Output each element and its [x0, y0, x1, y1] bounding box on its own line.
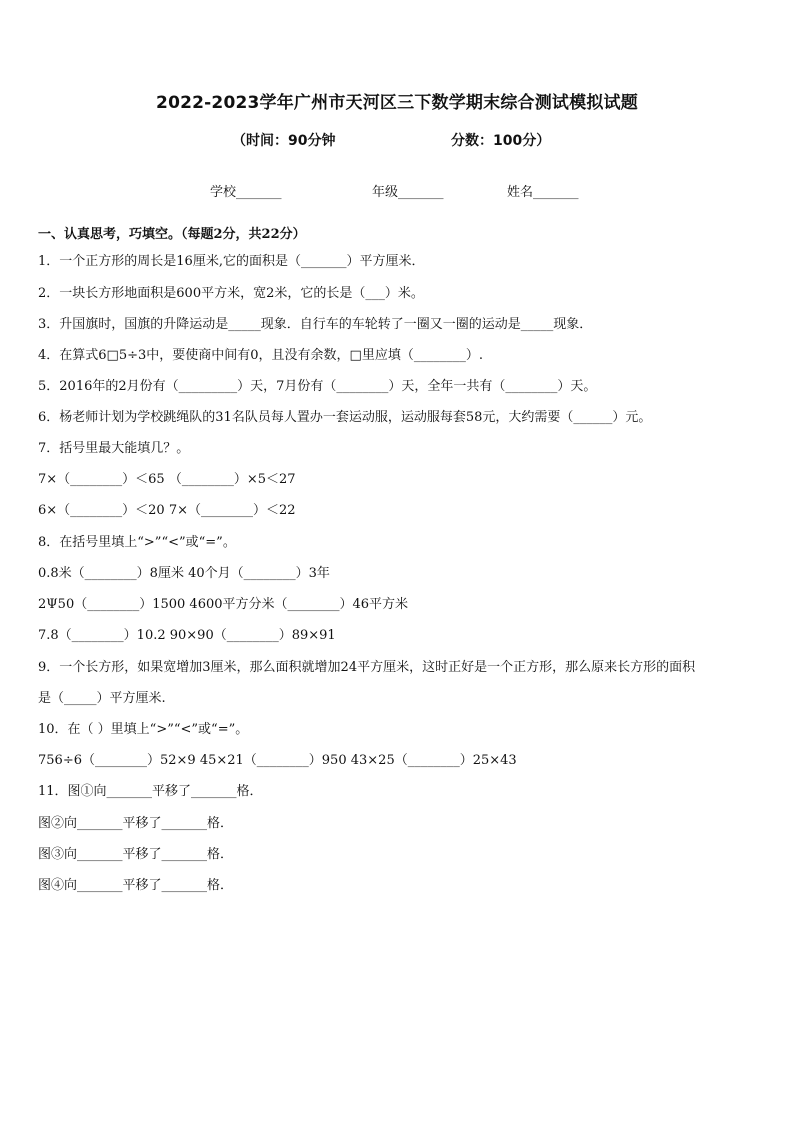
question-11: 11．图①向_______平移了_______格．	[38, 784, 263, 799]
grade-field: 年级_______	[372, 185, 444, 200]
question-7-row-2: 6×（________）＜20 7×（________）＜22	[38, 503, 296, 518]
section-heading: 一、认真思考，巧填空。（每题2分，共22分）	[38, 227, 306, 242]
question-6: 6．杨老师计划为学校跳绳队的31名队员每人置办一套运动服，运动服每套58元，大约需要（______）元。	[38, 410, 652, 425]
question-8-row-2: 2Ψ50（________）1500 4600平方分米（________）46平方米	[38, 597, 409, 612]
total-score: 分数：100分）	[451, 133, 551, 149]
question-9: 9．一个长方形，如果宽增加3厘米，那么面积就增加24平方厘米，这时正好是一个正方形，那么原来长方形的面积	[38, 660, 696, 675]
question-3: 3．升国旗时，国旗的升降运动是_____现象．自行车的车轮转了一圈又一圈的运动是_____现象．	[38, 317, 593, 332]
question-11-figure-3: 图③向_______平移了_______格．	[38, 847, 234, 862]
school-field: 学校_______	[210, 185, 282, 200]
question-10-row-1: 756÷6（________）52×9 45×21（________）950 43×25（________）25×43	[38, 753, 517, 768]
question-8-row-1: 0.8米（________）8厘米 40个月（________）3年	[38, 566, 330, 581]
question-9-continued: 是（_____）平方厘米.	[38, 691, 166, 706]
time-limit: （时间：90分钟	[232, 133, 336, 149]
question-5: 5．2016年的2月份有（_________）天，7月份有（________）天，全年一共有（________）天。	[38, 379, 597, 394]
question-7-row-1: 7×（________）＜65 （________）×5＜27	[38, 472, 296, 487]
question-2: 2．一块长方形地面积是600平方米，宽2米，它的长是（___）米。	[38, 286, 424, 301]
question-10: 10．在（ ）里填上“>”“<”或“=”。	[38, 722, 249, 737]
name-field: 姓名_______	[507, 185, 579, 200]
question-11-figure-4: 图④向_______平移了_______格．	[38, 878, 234, 893]
question-7: 7．括号里最大能填几？。	[38, 441, 190, 456]
page-title: 2022-2023学年广州市天河区三下数学期末综合测试模拟试题	[156, 93, 638, 113]
question-8: 8．在括号里填上“>”“<”或“=”。	[38, 535, 236, 550]
question-11-figure-2: 图②向_______平移了_______格．	[38, 816, 234, 831]
question-1: 1．一个正方形的周长是16厘米,它的面积是（_______）平方厘米．	[38, 254, 425, 269]
question-8-row-3: 7.8（________）10.2 90×90（________）89×91	[38, 628, 336, 643]
question-4: 4．在算式6□5÷3中，要使商中间有0，且没有余数，□里应填（________）.	[38, 348, 483, 363]
